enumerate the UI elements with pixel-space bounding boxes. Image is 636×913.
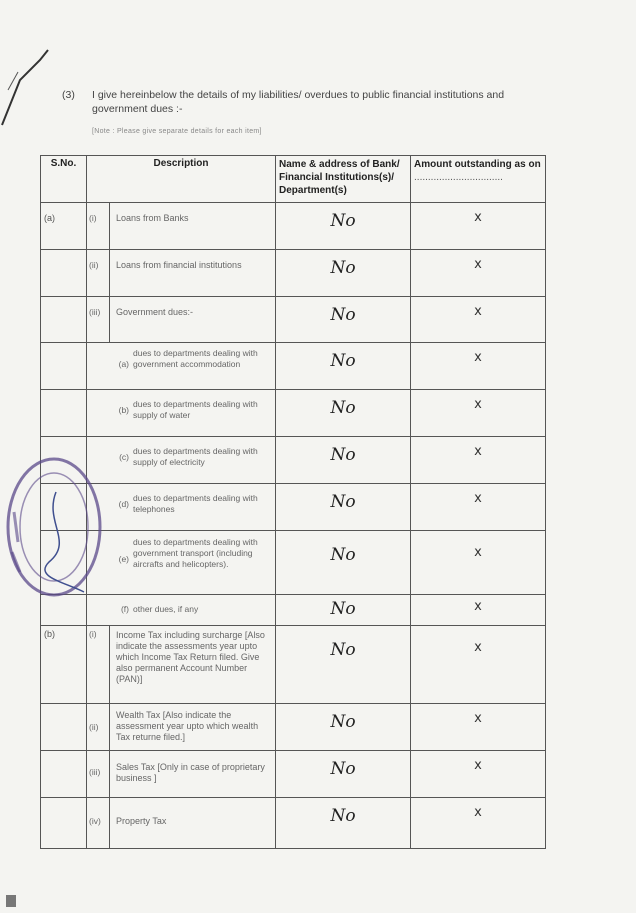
row-description: Property Tax — [116, 816, 167, 826]
row-amount-value: x — [474, 350, 482, 365]
row-index: (c) — [119, 452, 129, 462]
nested-item — [87, 604, 275, 615]
row-sno — [41, 297, 86, 307]
row-sno — [41, 798, 86, 808]
row-description: dues to departments dealing with telephones — [133, 493, 258, 514]
nested-item — [87, 399, 275, 421]
row-sno: (a) — [44, 213, 55, 223]
row-description: Wealth Tax [Also indicate the assessment year upto which wealth Tax returne filed.] — [116, 710, 259, 742]
row-index: (d) — [118, 499, 129, 509]
table-row — [41, 798, 546, 849]
nested-item — [87, 348, 275, 370]
row-description: Government dues:- — [116, 307, 194, 317]
row-sno — [41, 704, 86, 714]
row-name-value: No — [330, 445, 356, 465]
table-row — [41, 704, 546, 751]
row-amount-value: x — [474, 599, 482, 614]
row-amount-value: x — [474, 397, 482, 412]
row-index: (a) — [118, 359, 129, 369]
table-row — [41, 343, 546, 390]
table-row — [41, 390, 546, 437]
table-row — [41, 626, 546, 704]
row-index: (e) — [118, 554, 129, 564]
row-name-value: No — [330, 640, 356, 660]
row-amount-value: x — [474, 491, 482, 506]
row-sub: (iii) — [89, 307, 101, 317]
row-sub: (iv) — [89, 816, 101, 826]
page-edge-mark — [6, 895, 16, 907]
row-name-value: No — [330, 398, 356, 418]
row-description: Income Tax including surcharge [Also indicate the assessments year upto which Income Tax Return filed. Give also permanent Account Number (PAN)] — [116, 630, 265, 684]
header-amount — [411, 156, 546, 203]
row-index: (f) — [120, 604, 129, 614]
row-name-value: No — [330, 492, 356, 512]
row-name-value: No — [330, 351, 356, 371]
row-amount-value: x — [474, 758, 482, 773]
row-name-value: No — [330, 545, 356, 565]
page-fold-mark — [0, 30, 60, 140]
row-amount-value: x — [474, 805, 482, 820]
row-amount-value: x — [474, 210, 482, 225]
row-amount-value: x — [474, 711, 482, 726]
header-amount-label: Amount outstanding as on — [414, 159, 541, 170]
header-name-address: Name & address of Bank/ Financial Institutions(s)/ Department(s) — [276, 156, 411, 203]
row-sub: (i) — [89, 213, 97, 223]
header-description: Description — [87, 156, 276, 203]
row-amount-value: x — [474, 640, 482, 655]
row-description: Loans from Banks — [116, 213, 189, 223]
table-row — [41, 297, 546, 343]
table-row — [41, 484, 546, 531]
intro-number: (3) — [62, 89, 75, 101]
table-row — [41, 751, 546, 798]
nested-item — [87, 537, 275, 570]
table-row — [41, 250, 546, 297]
nested-item — [87, 446, 275, 468]
nested-item — [87, 493, 275, 515]
row-description: Sales Tax [Only in case of proprietary business ] — [116, 762, 265, 783]
row-sno: (b) — [44, 629, 55, 639]
row-index: (b) — [118, 405, 129, 415]
row-amount-value: x — [474, 304, 482, 319]
row-sub: (iii) — [89, 767, 101, 777]
row-description: dues to departments dealing with supply of water — [133, 399, 258, 420]
intro-note: [Note : Please give separate details for each item] — [92, 128, 262, 135]
row-name-value: No — [330, 806, 356, 826]
row-name-value: No — [330, 211, 356, 231]
row-description: dues to departments dealing with supply of electricity — [133, 446, 258, 467]
row-description: dues to departments dealing with government transport (including aircrafts and helicopters). — [133, 537, 258, 569]
row-name-value: No — [330, 759, 356, 779]
table-row — [41, 595, 546, 626]
liabilities-table — [40, 155, 546, 849]
row-name-value: No — [330, 305, 356, 325]
table-row — [41, 437, 546, 484]
intro-text: I give hereinbelow the details of my liabilities/ overdues to public financial institutions and government dues :- — [92, 89, 505, 115]
row-name-value: No — [330, 712, 356, 732]
row-sub: (ii) — [89, 722, 99, 732]
official-seal-stamp — [4, 452, 104, 602]
table-row — [41, 531, 546, 595]
row-description: dues to departments dealing with government accommodation — [133, 348, 258, 369]
row-name-value: No — [330, 599, 356, 619]
row-sub: (i) — [89, 629, 97, 639]
row-name-value: No — [330, 258, 356, 278]
row-amount-value: x — [474, 257, 482, 272]
header-sno: S.No. — [41, 156, 87, 203]
header-amount-dots: ................................ — [414, 172, 503, 183]
row-sno — [41, 751, 86, 761]
table-row — [41, 203, 546, 250]
row-sub: (ii) — [89, 260, 99, 270]
row-amount-value: x — [474, 444, 482, 459]
row-sno — [41, 250, 86, 260]
row-description: Loans from financial institutions — [116, 260, 242, 270]
row-amount-value: x — [474, 545, 482, 560]
row-description: other dues, if any — [133, 604, 199, 614]
